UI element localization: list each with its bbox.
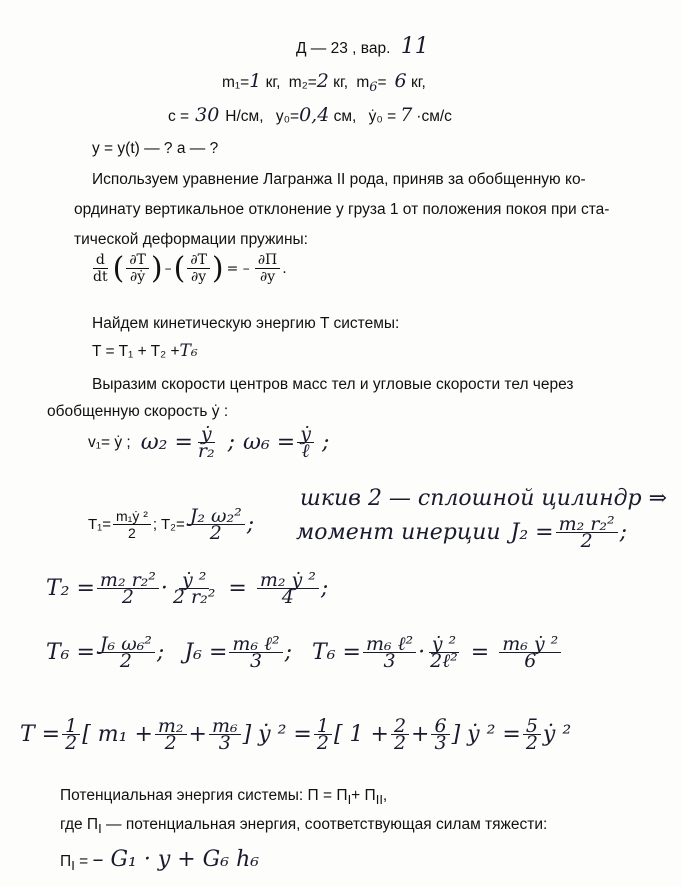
c-value: 30: [195, 104, 220, 126]
title-text: Д — 23 , вар.: [296, 40, 391, 57]
potential-line2: где $\Pi_I$ — потенциальная энергия, соответствующая силам тяжести:: [60, 816, 548, 837]
t-total: T = $\frac{1}{2}$ [ m₁ + $\frac{\text{m₂}}{2}$ + $\frac{\text{m₆}}{3}$ ] ẏ ² = $\frac{1}{2}$ [ 1 + $\frac{2}{2}$ + $\frac{6}{3}$ ] ẏ ² = $\frac{5}{2}$ ẏ ²: [20, 715, 572, 754]
para1-line2: ординату вертикальное отклонение y груза 1 от положения покоя при ста-: [74, 201, 610, 218]
tt-m6-frac: $\frac{\text{m₆}}{3}$: [209, 718, 241, 751]
m6-eq: =: [377, 74, 387, 91]
t2c-frac2: $\frac{\text{ẏ ²}}{\text{2 r₂²}}$: [172, 569, 216, 608]
potential-line3: $\Pi_I$ = – G₁ · y + G₆ h₆: [60, 847, 260, 874]
m6-value: 6: [394, 70, 407, 92]
question-line: y = y(t) — ? a — ?: [92, 140, 219, 157]
para1-line1: Используем уравнение Лагранжа II рода, приняв за обобщенную ко-: [92, 171, 586, 188]
t6c-frac3: $\frac{\text{ẏ ²}}{\text{2ℓ²}}$: [430, 633, 458, 672]
tt-half2: $\frac{1}{2}$: [314, 718, 332, 751]
t6c-frac1: $\frac{\text{J₆ ω₆²}}{2}$: [97, 636, 155, 669]
dPi-dy-frac: $\frac{\partial\Pi}{\partial y}$: [255, 252, 280, 285]
t1-t2-line: T₁= $\frac{\text{m₁ẏ ²}}{2}$ ; T₂= $\frac{\text{J₂ ω₂²}}{2}$ ;: [88, 505, 255, 544]
v1-expr: v₁= ẏ ;: [88, 433, 131, 451]
params-masses: [222, 70, 426, 99]
omega2-label: ω₂ =: [140, 430, 193, 455]
para1-line3: тической деформации пружины:: [74, 231, 308, 248]
d-dt-frac: $\frac{d}{dt}$: [93, 252, 108, 285]
m1-value: 1: [249, 70, 262, 92]
ydot0-label: ẏ₀ =: [368, 108, 397, 125]
tt-res-frac: $\frac{5}{2}$: [523, 718, 541, 751]
t1-label: T₁=: [88, 516, 111, 533]
note-line1: шкив 2 — сплошной цилиндр ⇒: [300, 486, 668, 511]
para3-line2: обобщенную скорость ẏ :: [47, 403, 229, 420]
m1-unit: кг,: [265, 74, 281, 91]
m6-sub: 6: [369, 80, 378, 96]
tt-half: $\frac{1}{2}$: [62, 718, 80, 751]
t2-frac: $\frac{\text{J₂ ω₂²}}{2}$: [187, 508, 245, 541]
para3-line1: Выразим скорости центров масс тел и угловые скорости тел через: [92, 376, 574, 393]
t2-calc: T₂ = $\frac{\text{m₂ r₂²}}{2}$ · $\frac{\text{ẏ ²}}{\text{2 r₂²}}$ = $\frac{\text{m₂ ẏ ²}}{4}$ ;: [46, 569, 329, 608]
m6-label: m: [356, 74, 370, 91]
t1-frac: $\frac{\text{m₁ẏ ²}}{2}$: [113, 508, 151, 541]
j2-frac: $\frac{\text{m₂ r₂²}}{2}$: [556, 516, 618, 549]
y0-value: 0,4: [299, 104, 330, 126]
omega6-label: ω₆ =: [243, 430, 296, 455]
ydot0-value: 7: [400, 104, 413, 126]
j6-frac: $\frac{\text{m₆ ℓ²}}{3}$: [229, 636, 282, 669]
ydot0-unit: ·см/с: [416, 108, 452, 125]
y0-label: y₀=: [275, 108, 300, 125]
t6-calc: T₆ = $\frac{\text{J₆ ω₆²}}{2}$ ; J₆ = $\frac{\text{m₆ ℓ²}}{3}$ ; T₆ = $\frac{\text{m₆ ℓ²}}{3}$ · $\frac{\text{ẏ ²}}{\text{2ℓ²}}$ = $\frac{\text{m₆ ẏ ²}}{6}$: [46, 636, 563, 669]
omega2-frac: $\frac{\text{ẏ}}{\text{r₂}}$: [197, 423, 215, 462]
lagrange-equation: $\frac{d}{dt}$ ( $\frac{\partial T}{\text{∂ẏ}}$ ) – ( $\frac{\partial T}{\partial y}$ ) = – $\frac{\partial\Pi}{\partial y}$ .: [88, 252, 287, 285]
m6-unit: кг,: [410, 74, 426, 91]
t6c-frac4: $\frac{\text{m₆ ẏ ²}}{6}$: [499, 636, 561, 669]
m2-unit: кг,: [333, 74, 349, 91]
minus-sign: –: [164, 260, 172, 277]
m1-label: m₁=: [222, 74, 250, 91]
j2-label: J₂ =: [510, 520, 554, 545]
variant-number: 11: [400, 34, 429, 59]
c-label: c =: [168, 108, 190, 125]
potential-line1: Потенциальная энергия системы: $\Pi = \Pi_I+ \Pi_{II}$,: [60, 787, 388, 808]
omega6-frac: $\frac{\text{ẏ}}{\text{ℓ}}$: [297, 426, 314, 459]
y0-unit: см,: [333, 108, 357, 125]
velocities-line: v₁= ẏ ; ω₂ = $\frac{\text{ẏ}}{\text{r₂}}$ ; ω₆ = $\frac{\text{ẏ}}{\text{ℓ}}$ ;: [88, 423, 330, 462]
equals-minus: = –: [226, 260, 250, 277]
tt-c-frac: $\frac{2}{2}$: [391, 718, 409, 751]
t2-label: ; T₂=: [152, 516, 185, 533]
t6c-frac2: $\frac{\text{m₆ ℓ²}}{3}$: [363, 636, 416, 669]
pi1-handwritten: – G₁ · y + G₆ h₆: [92, 847, 260, 872]
c-unit: Н/см,: [225, 108, 264, 125]
m2-value: 2: [316, 70, 329, 92]
header-title: [296, 36, 429, 60]
dT-dy-frac: $\frac{\partial T}{\partial y}$: [187, 252, 210, 285]
t2c-frac3: $\frac{\text{m₂ ẏ ²}}{4}$: [257, 572, 319, 605]
params-spring: [168, 104, 452, 128]
m2-label: m₂=: [288, 74, 317, 91]
tt-m2-frac: $\frac{\text{m₂}}{2}$: [155, 718, 187, 751]
para2: Найдем кинетическую энергию T системы:: [92, 315, 400, 332]
t-sum: T = T₁ + T₂ +T₆: [92, 341, 198, 361]
t6-handwritten: T₆: [179, 341, 198, 361]
dT-dydot-frac: $\frac{\partial T}{\text{∂ẏ}}$: [126, 252, 149, 285]
tt-d-frac: $\frac{6}{3}$: [431, 718, 449, 751]
note-line2: момент инерции J₂ = $\frac{\text{m₂ r₂²}}{2}$ ;: [296, 513, 628, 552]
t2c-frac1: $\frac{\text{m₂ r₂²}}{2}$: [97, 572, 159, 605]
